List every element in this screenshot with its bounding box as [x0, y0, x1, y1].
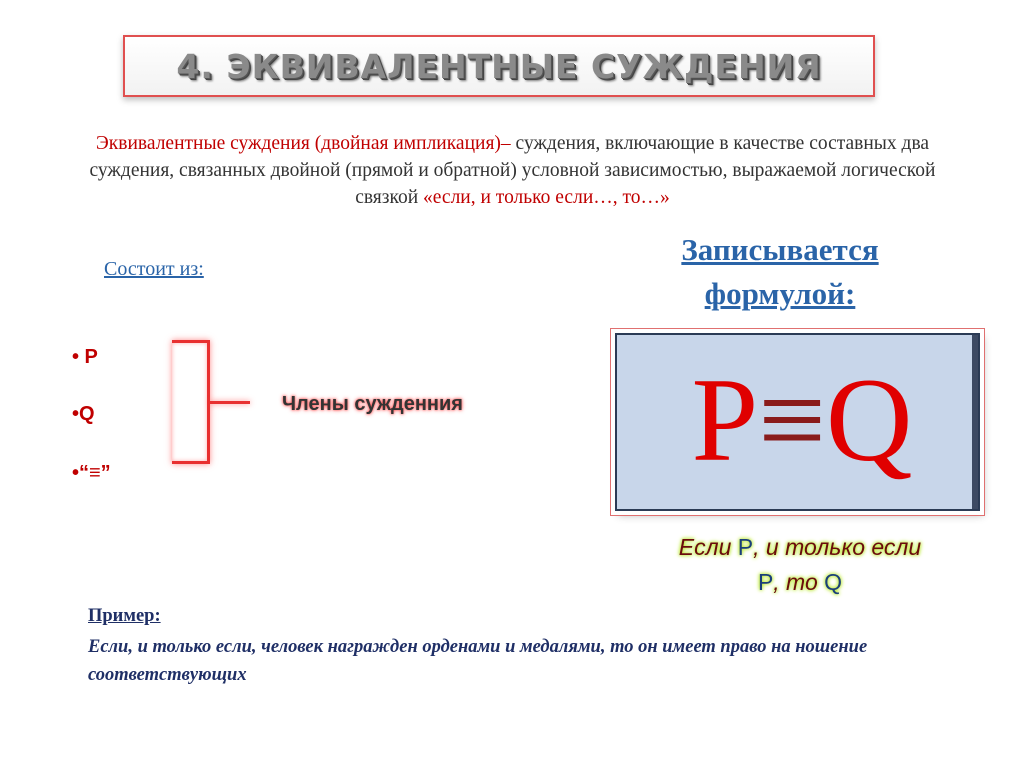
example-text: Если, и только если, человек награжден орденами и медалями, то он имеет право на ношение соответствующих — [88, 637, 868, 685]
member-equiv: •“≡” — [72, 462, 111, 484]
slide-title: 4. ЭКВИВАЛЕНТНЫЕ СУЖДЕНИЯ — [176, 46, 822, 86]
members-label: Члены сужденния — [282, 393, 463, 415]
formula-heading: Записывается формулой: — [681, 232, 879, 311]
caption-part2: , и только если — [753, 534, 922, 560]
formula-right: Q — [825, 353, 913, 486]
member-p: • Р — [72, 346, 98, 368]
formula-caption — [610, 530, 990, 600]
definition-paragraph — [60, 130, 965, 211]
caption-part1: Если — [678, 534, 738, 560]
definition-lead: Эквивалентные суждения (двойная импликация)– — [95, 133, 511, 154]
title-box — [123, 35, 875, 97]
caption-p2: Р — [757, 569, 774, 595]
formula — [662, 340, 942, 500]
example-heading: Пример: — [88, 606, 161, 626]
formula-left: Р — [691, 353, 759, 486]
bracket-shape — [172, 340, 210, 464]
formula-operator: ≡ — [758, 353, 826, 486]
definition-body: суждения, включающие в качестве составных два суждения, связанных двойной (прямой и обратной) условной зависимостью, выражаемой логической связкой — [89, 133, 936, 208]
consists-label: Состоит из: — [104, 258, 204, 280]
caption-part3: , то — [773, 569, 825, 595]
caption-p1: Р — [737, 534, 754, 560]
member-q: •Q — [72, 403, 95, 425]
bracket-connector — [210, 401, 250, 404]
definition-connective: «если, и только если…, то…» — [423, 187, 670, 208]
caption-q: Q — [824, 569, 843, 595]
